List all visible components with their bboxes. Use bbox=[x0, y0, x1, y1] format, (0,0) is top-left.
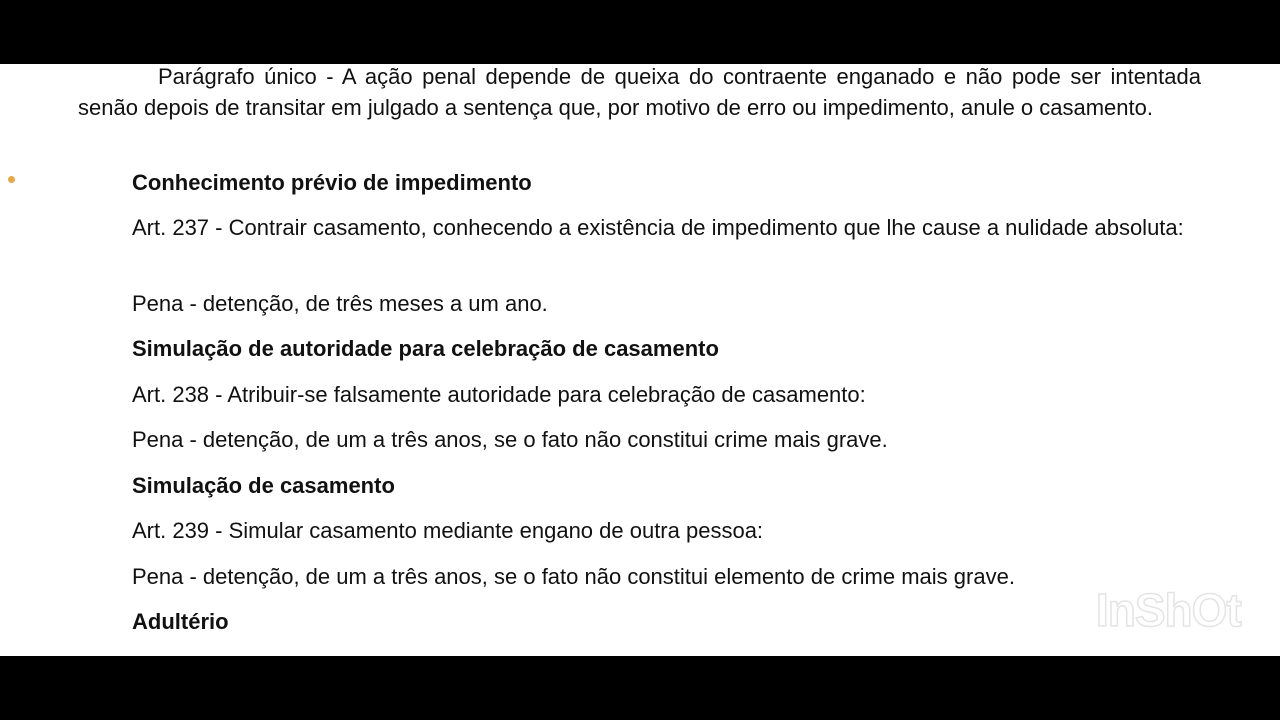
letterbox-top bbox=[0, 0, 1280, 64]
pena-239: Pena - detenção, de um a três anos, se o fato não constitui elemento de crime mais grave. bbox=[132, 564, 1015, 589]
letterbox-bottom bbox=[0, 656, 1280, 720]
art-238: Art. 238 - Atribuir-se falsamente autoridade para celebração de casamento: bbox=[132, 382, 866, 407]
heading-conhecimento-previo: Conhecimento prévio de impedimento bbox=[132, 170, 532, 195]
paragraph-unico: Parágrafo único - A ação penal depende de queixa do contraente enganado e não pode ser intentada senão depois de transitar em julgado a sentença que, por motivo de erro ou impedimento, anule o casamento. bbox=[78, 64, 1201, 120]
bullet-icon bbox=[8, 176, 15, 183]
art-239: Art. 239 - Simular casamento mediante engano de outra pessoa: bbox=[132, 518, 764, 543]
inshot-watermark-logo: InShOt bbox=[1096, 584, 1241, 636]
heading-simulacao-autoridade: Simulação de autoridade para celebração de casamento bbox=[132, 336, 719, 361]
heading-adulterio: Adultério bbox=[132, 609, 229, 634]
pena-238: Pena - detenção, de um a três anos, se o fato não constitui crime mais grave. bbox=[132, 427, 888, 452]
art-237: Art. 237 - Contrair casamento, conhecendo a existência de impedimento que lhe cause a nulidade absoluta: bbox=[132, 215, 1184, 240]
heading-simulacao-casamento: Simulação de casamento bbox=[132, 473, 395, 498]
document-page bbox=[0, 64, 1280, 656]
pena-237: Pena - detenção, de três meses a um ano. bbox=[132, 291, 548, 316]
